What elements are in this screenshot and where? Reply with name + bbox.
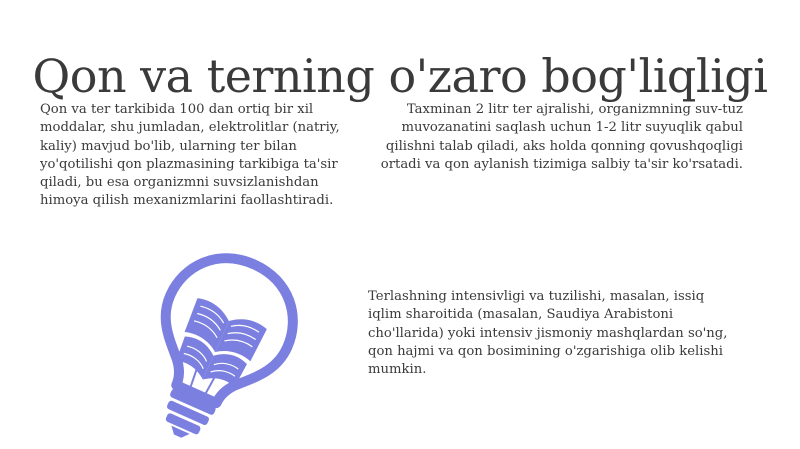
paragraph-right: Taxminan 2 litr ter ajralishi, organizmning suv-tuz muvozanatini saqlash uchun 1-2 litr suyuqlik qabul qilishni talab qiladi, aks holda qonning qovushqoqligi ortadi va qon aylanish tizimiga salbiy ta'sir ko'rsatadi. <box>380 102 743 172</box>
paragraph-left: Qon va ter tarkibida 100 dan ortiq bir xil moddalar, shu jumladan, elektrolitlar (natriy, kaliy) mavjud bo'lib, ularning ter bilan yo'qotilishi qon plazmasining tarkibiga ta'sir qiladi, bu esa organizmni suvsizlanishdan himoya qilish mexanizmlarini faollashtiradi. <box>40 102 340 209</box>
lightbulb-book-icon <box>132 248 312 446</box>
slide-title: Qon va terning o'zaro bog'liqligi <box>32 48 768 103</box>
paragraph-bottom: Terlashning intensivligi va tuzilishi, masalan, issiq iqlim sharoitida (masalan, Saudiya Arabistoni cho'llarida) yoki intensiv jismoniy mashqlardan so'ng, qon hajmi va qon bosimining o'zgarishiga olib kelishi mumkin. <box>368 289 728 378</box>
